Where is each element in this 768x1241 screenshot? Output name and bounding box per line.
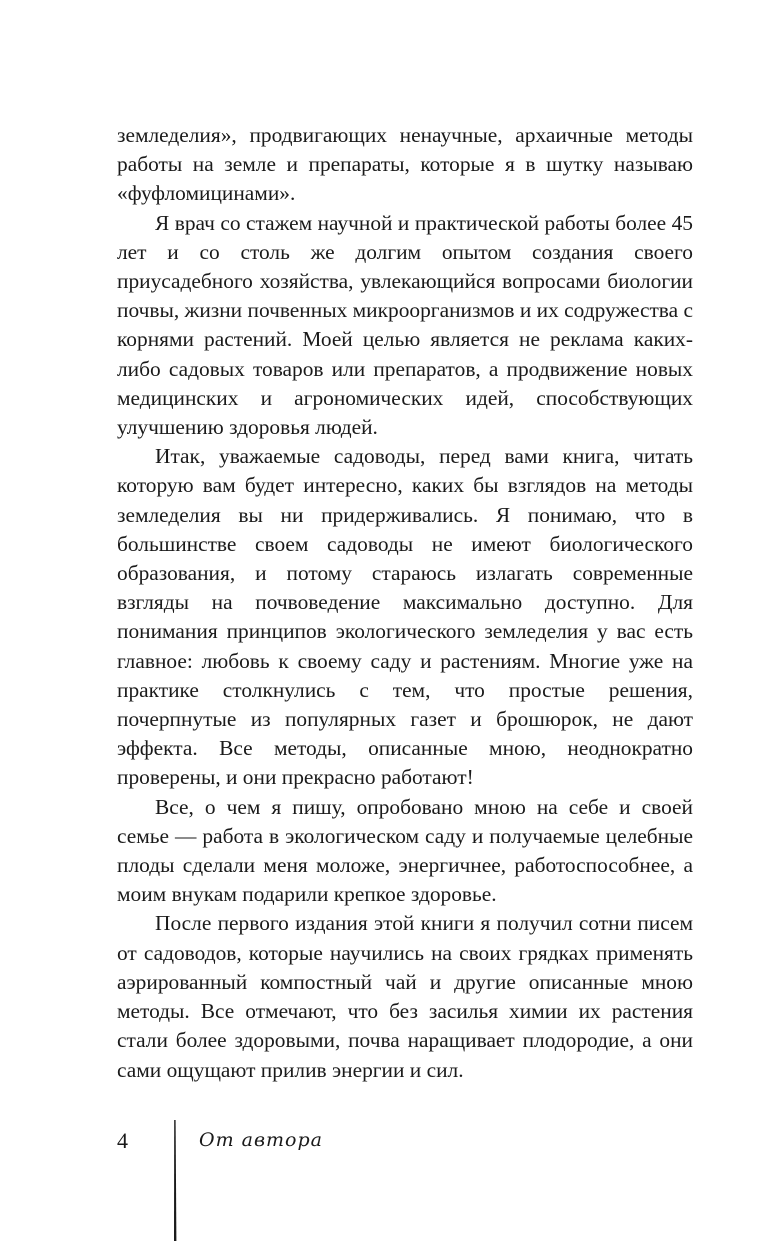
running-chapter-title: От автора (199, 1129, 323, 1151)
paragraph-book-purpose: Итак, уважаемые садоводы, перед вами книга, читать которую вам будет интересно, каких бы взглядов на методы земледелия вы ни придерживались. Я понимаю, что в большинстве своем садоводы не имеют биологического образования, и потому стараюсь излагать современные взгляды на почвоведение максимально доступно. Для понимания принципов экологического земледелия у вас есть главное: любовь к своему саду и растениям. Многие уже на практике столкнулись с тем, что простые решения, почерпнутые из популярных газет и брошюрок, не дают эффекта. Все методы, описанные мною, неоднократно проверены, и они прекрасно работают! (117, 444, 693, 790)
paragraph-author-background: Я врач со стажем научной и практической работы более 45 лет и со столь же долгим опытом создания своего приусадебного хозяйства, увлекающийся вопросами биологии почвы, жизни почвенных микроорганизмов и их содружества с корнями растений. Моей целью является не реклама каких-либо садовых товаров или препаратов, а продвижение новых медицинских и агрономических идей, способствующих улучшению здоровья людей. (117, 210, 693, 440)
paragraph-personal-experience: Все, о чем я пишу, опробовано мною на себе и своей семье — работа в экологическом саду и получаемые целебные плоды сделали меня моложе, энергичнее, работоспособнее, а моим внукам подарили крепкое здоровье. (117, 794, 693, 907)
page-body (117, 121, 693, 1085)
page-footer (0, 1120, 768, 1241)
footer-divider-rule (172, 1120, 178, 1241)
page-number: 4 (117, 1128, 128, 1153)
paragraph-reader-feedback: После первого издания этой книги я получил сотни писем от садоводов, которые научились на своих грядках применять аэрированный компостный чай и другие описанные мною методы. Все отмечают, что без засилья химии их растения стали более здоровыми, почва наращивает плодородие, а они сами ощущают прилив энергии и сил. (117, 911, 693, 1082)
paragraph-continuation: земледелия», продвигающих ненаучные, архаичные методы работы на земле и препараты, которые я в шутку называю «фуфломицинами». (117, 123, 693, 206)
